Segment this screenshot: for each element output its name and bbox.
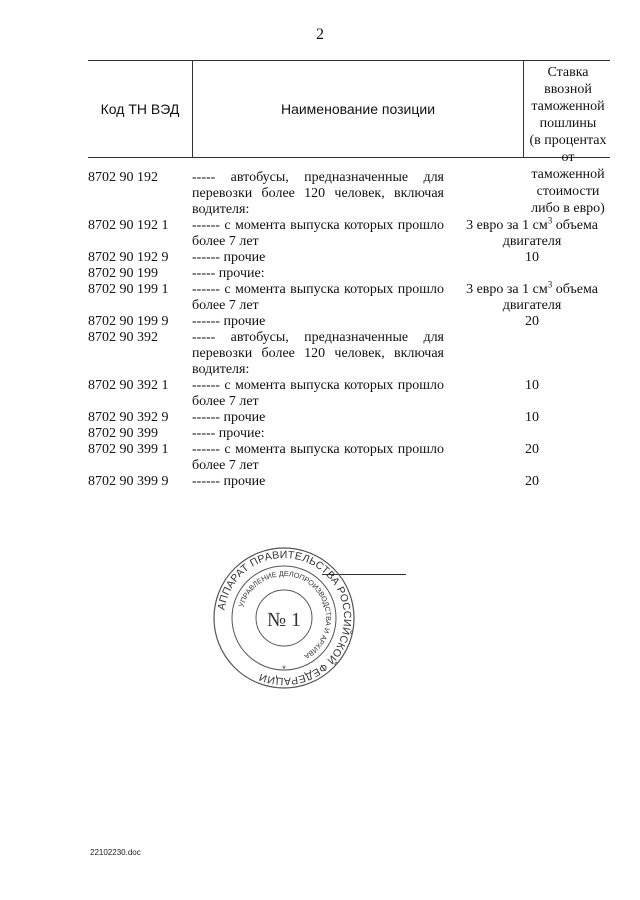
seal-number: № 1	[266, 609, 302, 631]
tariff-code: 8702 90 199	[88, 266, 158, 281]
unit-superscript: 3	[547, 279, 553, 290]
seal-inner-text: УПРАВЛЕНИЕ ДЕЛОПРОИЗВОДСТВА И АРХИВА	[236, 568, 334, 662]
page-number: 2	[316, 26, 324, 43]
table-row	[88, 426, 610, 442]
tariff-code: 8702 90 392 9	[88, 410, 169, 425]
tariff-code: 8702 90 392	[88, 330, 158, 345]
duty-rate-tail: объема двигателя	[502, 282, 598, 313]
position-name: ------ прочие	[192, 314, 266, 329]
table-row	[88, 442, 610, 474]
position-name: ------ прочие	[192, 250, 266, 265]
table-row	[88, 330, 610, 378]
position-name: ----- автобусы, предназначенные для перевозки более 120 человек, включая водителя:	[192, 170, 444, 217]
duty-rate-tail: объема двигателя	[502, 218, 598, 249]
table-row	[88, 266, 610, 282]
position-name: ------ прочие	[192, 474, 266, 489]
duty-rate: 10	[525, 410, 539, 425]
position-name: ----- автобусы, предназначенные для перевозки более 120 человек, включая водителя:	[192, 330, 444, 377]
official-seal	[212, 546, 356, 690]
seal-outer-text: АППАРАТ ПРАВИТЕЛЬСТВА РОССИЙСКОЙ ФЕДЕРАЦИИ	[215, 548, 354, 688]
tariff-code: 8702 90 199 1	[88, 282, 169, 297]
table-body	[88, 170, 610, 490]
header-rate-line: таможенной стоимости	[531, 167, 605, 199]
duty-rate	[454, 170, 610, 218]
table-row	[88, 474, 610, 490]
tariff-code: 8702 90 392 1	[88, 378, 169, 393]
table-row	[88, 170, 610, 218]
position-name: ------ с момента выпуска которых прошло более 7 лет	[192, 442, 444, 473]
header-name: Наименование позиции	[192, 61, 524, 157]
position-name: ------ с момента выпуска которых прошло более 7 лет	[192, 378, 444, 409]
tariff-code: 8702 90 192	[88, 170, 158, 185]
duty-rate: 10	[525, 250, 539, 265]
duty-rate	[454, 215, 610, 250]
header-rate-line: (в процентах от	[529, 133, 607, 165]
tariff-code: 8702 90 192 1	[88, 218, 169, 233]
tariff-code: 8702 90 192 9	[88, 250, 169, 265]
position-name: ----- прочие:	[192, 266, 265, 281]
duty-rate	[454, 266, 610, 282]
table-row	[88, 250, 610, 266]
header-code: Код ТН ВЭД	[100, 100, 180, 117]
position-name: ----- прочие:	[192, 426, 265, 441]
header-rate	[522, 61, 640, 216]
duty-rate: 20	[525, 314, 539, 329]
position-name: ------ с момента выпуска которых прошло более 7 лет	[192, 218, 444, 249]
tariff-code: 8702 90 199 9	[88, 314, 169, 329]
header-rate-line: либо в евро)	[531, 201, 605, 216]
seal-star: *	[282, 664, 286, 674]
table-row	[88, 215, 610, 250]
duty-rate: 10	[525, 378, 539, 393]
tariff-code: 8702 90 399 9	[88, 474, 169, 489]
position-name: ------ прочие	[192, 410, 266, 425]
duty-rate-text: 3 евро за 1 см	[466, 282, 548, 297]
position-name: ------ с момента выпуска которых прошло более 7 лет	[192, 282, 444, 313]
unit-superscript: 3	[547, 215, 553, 226]
table-row	[88, 314, 610, 330]
duty-rate-text: 3 евро за 1 см	[466, 218, 548, 233]
footer-document-code: 22102230.doc	[90, 848, 141, 857]
duty-rate: 20	[525, 474, 539, 489]
duty-rate: 20	[525, 442, 539, 457]
header-rate-line: Ставка ввозной	[544, 65, 592, 97]
duty-rate	[454, 330, 610, 378]
table-row	[88, 378, 610, 410]
table-row	[88, 410, 610, 426]
tariff-code: 8702 90 399 1	[88, 442, 169, 457]
table-row	[88, 279, 610, 314]
header-rate-line: таможенной пошлины	[531, 99, 605, 131]
duty-rate	[454, 279, 610, 314]
duty-rate	[454, 426, 610, 442]
tariff-code: 8702 90 399	[88, 426, 158, 441]
